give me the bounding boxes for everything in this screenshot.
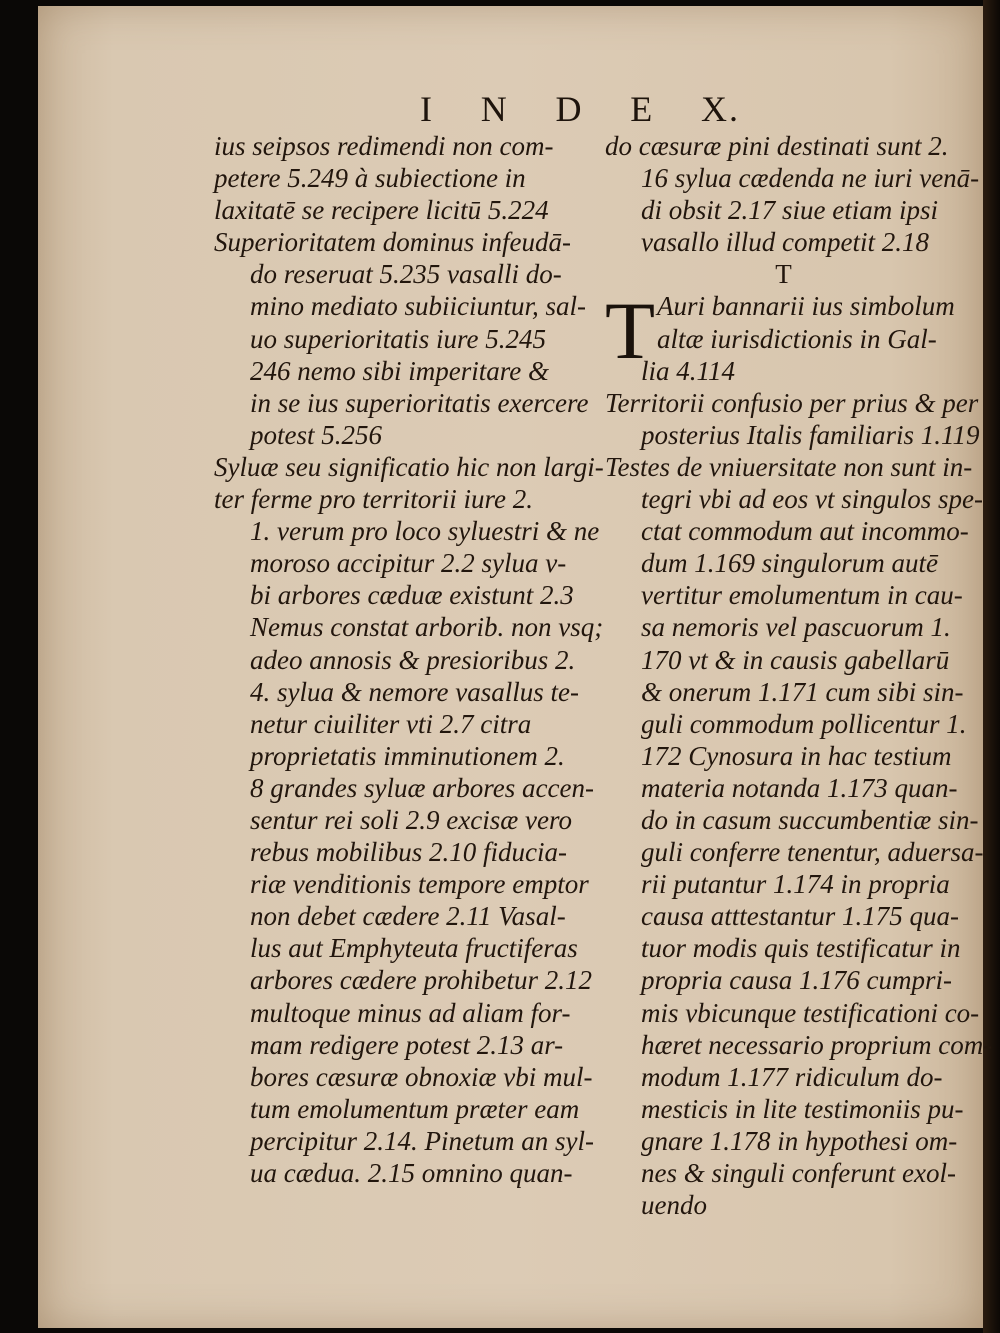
index-line: tegri vbi ad eos vt singulos spe- bbox=[641, 484, 983, 515]
index-line: percipitur 2.14. Pinetum an syl- bbox=[250, 1125, 594, 1156]
running-head-letter: X. bbox=[701, 89, 740, 129]
index-line: propria causa 1.176 cumpri- bbox=[641, 965, 952, 996]
index-line: bi arbores cæduæ existunt 2.3 bbox=[250, 580, 574, 611]
index-line: in se ius superioritatis exercere bbox=[250, 387, 589, 418]
index-line: potest 5.256 bbox=[250, 419, 382, 450]
dropcap: T bbox=[605, 285, 656, 377]
right-column-top bbox=[605, 130, 980, 258]
index-line: sa nemoris vel pascuorum 1. bbox=[641, 612, 951, 643]
index-line: mino mediato subiiciuntur, sal- bbox=[250, 291, 586, 322]
index-line: ua cædua. 2.15 omnino quan- bbox=[250, 1158, 573, 1188]
index-line: gnare 1.178 in hypothesi om- bbox=[641, 1125, 958, 1156]
index-line: 16 sylua cædenda ne iuri venā- bbox=[641, 163, 980, 194]
index-column-left bbox=[214, 130, 604, 1189]
index-line: 170 vt & in causis gabellarū bbox=[641, 644, 950, 675]
index-line: netur ciuiliter vti 2.7 citra bbox=[250, 708, 532, 739]
index-line: guli commodum pollicentur 1. bbox=[641, 708, 967, 739]
index-line: materia notanda 1.173 quan- bbox=[641, 772, 958, 803]
index-line: dum 1.169 singulorum autē bbox=[641, 548, 938, 579]
index-line: hæret necessario proprium com- bbox=[641, 1029, 993, 1060]
index-line: uendo bbox=[641, 1190, 707, 1221]
index-line: do reseruat 5.235 vasalli do- bbox=[250, 259, 562, 290]
index-line: ius seipsos redimendi non com- bbox=[214, 131, 554, 161]
running-head-letter: E bbox=[630, 89, 655, 129]
index-line: mis vbicunque testificationi co- bbox=[641, 997, 980, 1028]
index-line: arbores cædere prohibetur 2.12 bbox=[250, 965, 592, 996]
index-line: vertitur emolumentum in cau- bbox=[641, 580, 963, 611]
running-head-letter: I bbox=[420, 89, 434, 129]
index-line: Superioritatem dominus infeudā- bbox=[214, 227, 571, 258]
running-head-letter: N bbox=[480, 89, 509, 129]
index-line: causa atttestantur 1.175 qua- bbox=[641, 901, 959, 932]
index-line: & onerum 1.171 cum sibi sin- bbox=[641, 676, 964, 707]
index-line: 246 nemo sibi imperitare & bbox=[250, 355, 549, 386]
index-line: 4. sylua & nemore vasallus te- bbox=[250, 676, 579, 707]
index-line: Testes de vniuersitate non sunt in- bbox=[605, 451, 973, 482]
running-head-letter: D bbox=[555, 89, 584, 129]
index-line: Syluæ seu significatio hic non largi- bbox=[214, 451, 604, 482]
index-line: bores cæsuræ obnoxiæ vbi mul- bbox=[250, 1061, 593, 1092]
index-line: vasallo illud competit 2.18 bbox=[641, 227, 929, 258]
page-edge bbox=[983, 0, 1000, 1333]
index-line: rebus mobilibus 2.10 fiducia- bbox=[250, 837, 567, 868]
index-line: adeo annosis & presioribus 2. bbox=[250, 644, 576, 675]
index-line: 1. verum pro loco syluestri & ne bbox=[250, 516, 600, 547]
index-line: multoque minus ad aliam for- bbox=[250, 997, 571, 1028]
index-line: Territorii confusio per prius & per bbox=[605, 387, 979, 418]
right-column-bottom bbox=[605, 355, 993, 1222]
index-line: mam redigere potest 2.13 ar- bbox=[250, 1029, 564, 1060]
index-line: sentur rei soli 2.9 excisæ vero bbox=[250, 804, 572, 835]
index-line: lia 4.114 bbox=[641, 355, 735, 386]
index-line: do in casum succumbentiæ sin- bbox=[641, 804, 979, 835]
index-line: tuor modis quis testificatur in bbox=[641, 933, 961, 964]
section-letter: T bbox=[775, 259, 792, 290]
index-line: moroso accipitur 2.2 sylua v- bbox=[250, 548, 567, 579]
index-line: ctat commodum aut incommo- bbox=[641, 516, 969, 547]
index-line: tum emolumentum præter eam bbox=[250, 1093, 580, 1124]
index-line: 8 grandes syluæ arbores accen- bbox=[250, 772, 594, 803]
index-line: nes & singuli conferunt exol- bbox=[641, 1158, 956, 1188]
index-line: 172 Cynosura in hac testium bbox=[641, 740, 952, 771]
index-line: do cæsuræ pini destinati sunt 2. bbox=[605, 131, 949, 161]
index-line: laxitatē se recipere licitū 5.224 bbox=[214, 195, 549, 226]
index-line: Nemus constat arborib. non vsq; bbox=[250, 612, 604, 643]
index-line: di obsit 2.17 siue etiam ipsi bbox=[641, 195, 938, 226]
index-line: guli conferre tenentur, aduersa- bbox=[641, 837, 984, 868]
index-line: Auri bannarii ius simbolum bbox=[657, 291, 955, 322]
index-line: mesticis in lite testimoniis pu- bbox=[641, 1093, 964, 1124]
index-line: riæ venditionis tempore emptor bbox=[250, 869, 589, 900]
index-line: altæ iurisdictionis in Gal- bbox=[657, 323, 937, 354]
index-line: petere 5.249 à subiectione in bbox=[214, 163, 526, 194]
index-line: ter ferme pro territorii iure 2. bbox=[214, 484, 533, 515]
index-line: non debet cædere 2.11 Vasal- bbox=[250, 901, 566, 932]
running-head bbox=[420, 88, 740, 130]
index-line: lus aut Emphyteuta fructiferas bbox=[250, 933, 578, 964]
index-line: rii putantur 1.174 in propria bbox=[641, 869, 950, 900]
index-line: posterius Italis familiaris 1.119 bbox=[641, 419, 980, 450]
index-line: uo superioritatis iure 5.245 bbox=[250, 323, 547, 354]
index-column-right bbox=[605, 130, 993, 1221]
index-line: modum 1.177 ridiculum do- bbox=[641, 1061, 943, 1092]
index-line: proprietatis imminutionem 2. bbox=[250, 740, 565, 771]
